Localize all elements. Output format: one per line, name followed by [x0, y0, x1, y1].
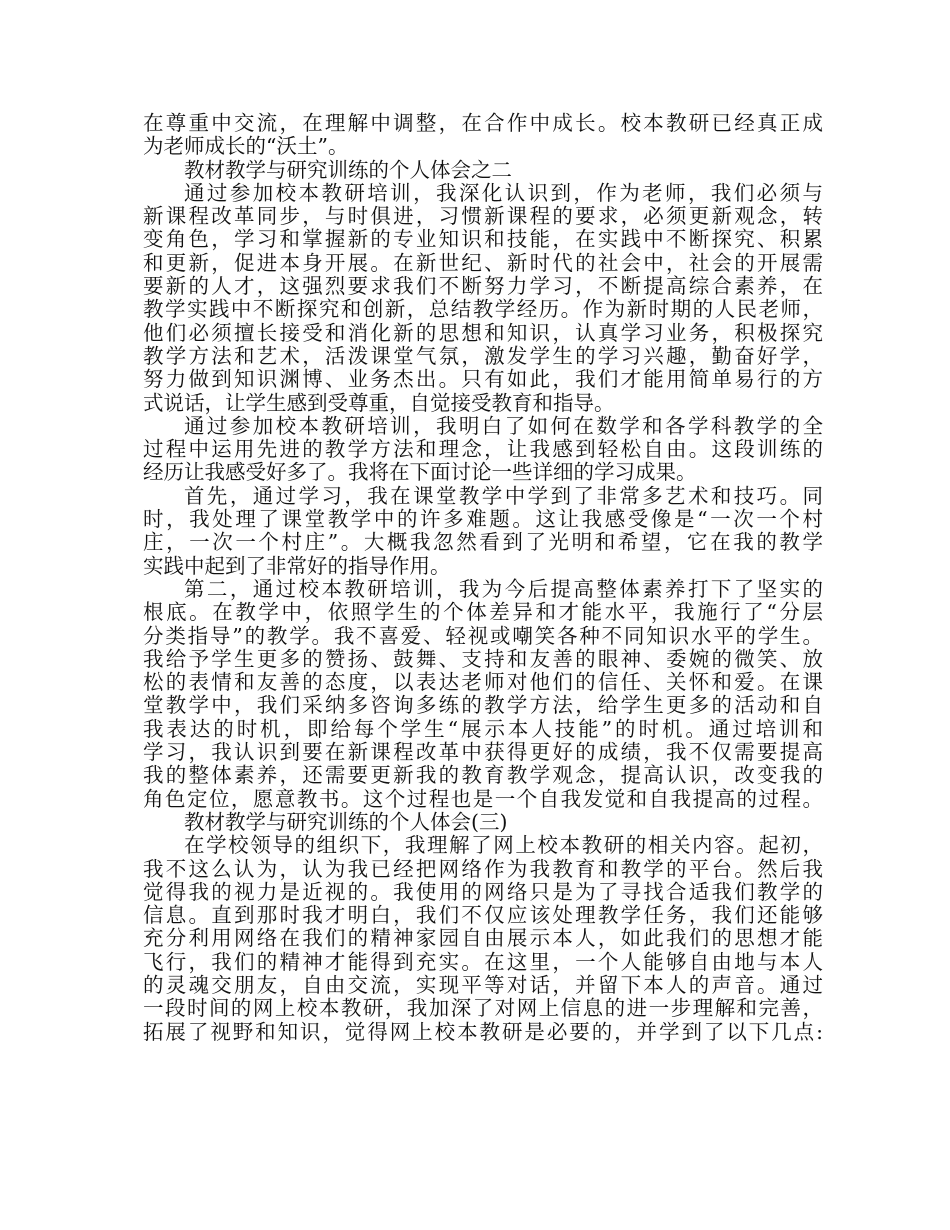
text-line: 堂教学中，我们采纳多咨询多练的教学方法，给学生更多的活动和自 — [143, 694, 823, 718]
text-line: 信息。直到那时我才明白，我们不仅应该处理教学任务，我们还能够 — [143, 904, 823, 928]
text-line: 庄，一次一个村庄”。大概我忽然看到了光明和希望，它在我的教学 — [143, 531, 823, 555]
text-line: 变角色，学习和掌握新的专业知识和技能，在实践中不断探究、积累 — [143, 228, 823, 252]
document-body — [143, 112, 823, 1044]
text-line: 新课程改革同步，与时俱进，习惯新课程的要求，必须更新观念，转 — [143, 205, 823, 229]
text-line: 教学实践中不断探究和创新，总结教学经历。作为新时期的人民老师， — [143, 298, 823, 322]
text-line: 拓展了视野和知识，觉得网上校本教研是必要的，并学到了以下几点: — [143, 1020, 823, 1044]
text-line: 松的表情和友善的态度，以表达老师对他们的信任、关怀和爱。在课 — [143, 671, 823, 695]
text-line: 在学校领导的组织下，我理解了网上校本教研的相关内容。起初， — [184, 834, 823, 858]
text-line: 角色定位，愿意教书。这个过程也是一个自我发觉和自我提高的过程。 — [143, 787, 823, 811]
text-line: 努力做到知识渊博、业务杰出。只有如此，我们才能用简单易行的方 — [143, 368, 823, 392]
text-line: 我给予学生更多的赞扬、鼓舞、支持和友善的眼神、委婉的微笑、放 — [143, 647, 823, 671]
text-line: 我不这么认为，认为我已经把网络作为我教育和教学的平台。然后我 — [143, 857, 823, 881]
text-line: 飞行，我们的精神才能得到充实。在这里，一个人能够自由地与本人 — [143, 950, 823, 974]
text-line: 式说话，让学生感到受尊重，自觉接受教育和指导。 — [143, 390, 615, 415]
text-line: 通过参加校本教研培训，我深化认识到，作为老师，我们必须与 — [184, 181, 823, 205]
text-line: 学习，我认识到要在新课程改革中获得更好的成绩，我不仅需要提高 — [143, 741, 823, 765]
text-line: 通过参加校本教研培训，我明白了如何在数学和各学科教学的全 — [184, 414, 823, 438]
text-line: 根底。在教学中，依照学生的个体差异和才能水平，我施行了“分层 — [143, 601, 823, 625]
text-line: 教材教学与研究训练的个人体会之二 — [184, 157, 512, 182]
text-line: 经历让我感受好多了。我将在下面讨论一些详细的学习成果。 — [143, 460, 697, 485]
text-line: 时，我处理了课堂教学中的许多难题。这让我感受像是“一次一个村 — [143, 508, 823, 532]
text-line: 的灵魂交朋友，自由交流，实现平等对话，并留下本人的声音。通过 — [143, 973, 823, 997]
text-line: 和更新，促进本身开展。在新世纪、新时代的社会中，社会的开展需 — [143, 251, 823, 275]
text-line: 在尊重中交流，在理解中调整，在合作中成长。校本教研已经真正成 — [143, 112, 823, 135]
text-line: 要新的人才，这强烈要求我们不断努力学习，不断提高综合素养，在 — [143, 275, 823, 299]
text-line: 实践中起到了非常好的指导作用。 — [143, 553, 451, 578]
text-line: 过程中运用先进的教学方法和理念，让我感到轻松自由。这段训练的 — [143, 438, 823, 462]
text-line: 教学方法和艺术，活泼课堂气氛，激发学生的学习兴趣，勤奋好学， — [143, 344, 823, 368]
text-line: 第二，通过校本教研培训，我为今后提高整体素养打下了坚实的 — [184, 577, 823, 601]
text-line: 我表达的时机，即给每个学生“展示本人技能”的时机。通过培训和 — [143, 717, 823, 741]
text-line: 觉得我的视力是近视的。我使用的网络只是为了寻找合适我们教学的 — [143, 880, 823, 904]
text-line: 为老师成长的“沃土”。 — [143, 134, 349, 159]
text-line: 我的整体素养，还需要更新我的教育教学观念，提高认识，改变我的 — [143, 764, 823, 788]
text-line: 充分利用网络在我们的精神家园自由展示本人，如此我们的思想才能 — [143, 927, 823, 951]
text-line: 分类指导”的教学。我不喜爱、轻视或嘲笑各种不同知识水平的学生。 — [143, 624, 823, 648]
text-line: 教材教学与研究训练的个人体会(三) — [184, 809, 508, 834]
text-line: 一段时间的网上校本教研，我加深了对网上信息的进一步理解和完善， — [143, 997, 823, 1021]
text-line: 他们必须擅长接受和消化新的思想和知识，认真学习业务，积极探究 — [143, 321, 823, 345]
text-line: 首先，通过学习，我在课堂教学中学到了非常多艺术和技巧。同 — [184, 484, 823, 508]
